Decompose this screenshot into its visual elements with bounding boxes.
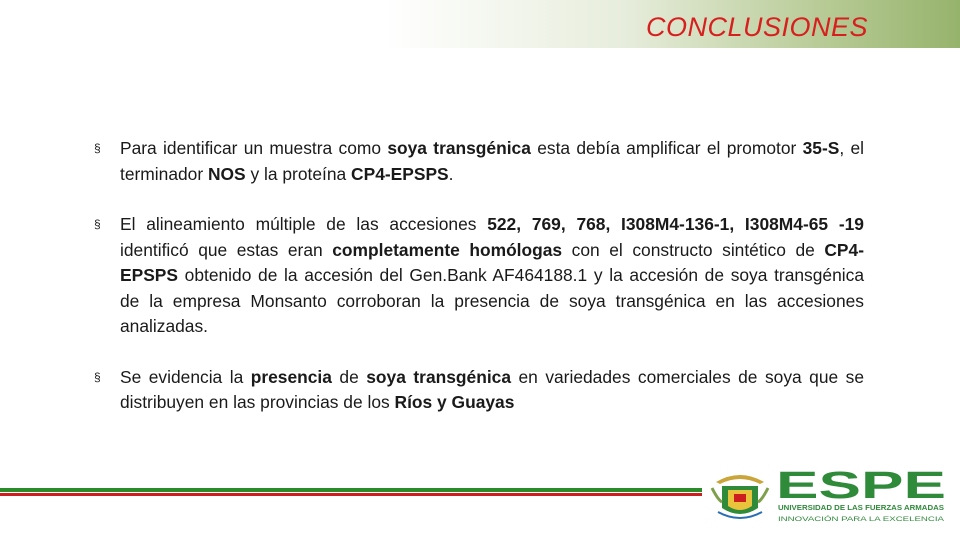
logo-motto: INNOVACIÓN PARA LA EXCELENCIA	[778, 516, 890, 523]
footer-divider-green	[0, 488, 702, 492]
bullet-segment: .	[448, 163, 454, 184]
bullet-bold-segment: Ríos y Guayas	[394, 392, 515, 412]
espe-logo	[710, 462, 950, 526]
bullet-bold-segment: NOS	[207, 163, 246, 184]
bullet-bold-segment: CP4-EPSPS	[351, 163, 449, 184]
bullet-bold-segment: presencia	[250, 366, 332, 387]
logo-wordmark: ESPE	[776, 465, 946, 507]
bullet-marker: §	[94, 217, 101, 231]
bullet-segment: identificó que estas eran	[120, 239, 333, 260]
bullet-bold-segment: CP4-EPSPS	[120, 239, 864, 285]
logo-university-name: UNIVERSIDAD DE LAS FUERZAS ARMADAS	[778, 505, 945, 512]
bullet-bold-segment: 522, 769, 768, I308M4-136-1, I308M4-65 -19	[487, 214, 864, 234]
bullet-segment: esta debía amplificar el promotor	[530, 138, 803, 158]
bullet-segment: de	[331, 366, 367, 387]
bullet-segment: en variedades comerciales de soya que se distribuyen en las provincias de los	[120, 366, 865, 412]
bullet-marker: §	[94, 141, 101, 155]
bullet-segment: El alineamiento múltiple de las accesiones	[120, 214, 488, 234]
bullet-bold-segment: 35-S	[802, 138, 840, 158]
bullet-bold-segment: completamente homólogas	[332, 239, 563, 260]
university-crest-icon	[712, 475, 768, 518]
bullet-segment: y la proteína	[245, 163, 352, 184]
bullet-segment: obtenido de la accesión del Gen.Bank AF464188.1 y la accesión de soya transgénica de la empresa Monsanto corroboran la presencia de soya transgénica en las accesiones analizadas.	[120, 265, 864, 336]
bullet-list	[94, 136, 864, 441]
bullet-text	[120, 214, 864, 336]
bullet-marker: §	[94, 369, 101, 384]
bullet-text	[120, 367, 864, 413]
slide-title: CONCLUSIONES	[645, 12, 868, 42]
bullet-item	[94, 136, 864, 187]
bullet-item	[94, 365, 864, 416]
bullet-segment: , el terminador	[120, 138, 865, 184]
bullet-item	[94, 212, 864, 340]
bullet-bold-segment: soya transgénica	[387, 138, 531, 158]
bullet-bold-segment: soya transgénica	[366, 366, 512, 387]
footer-divider-red	[0, 493, 702, 496]
bullet-segment: Para identificar un muestra como	[120, 138, 388, 158]
bullet-text	[120, 138, 864, 184]
bullet-segment: Se evidencia la	[120, 366, 251, 387]
bullet-segment: con el constructo sintético de	[562, 239, 825, 260]
